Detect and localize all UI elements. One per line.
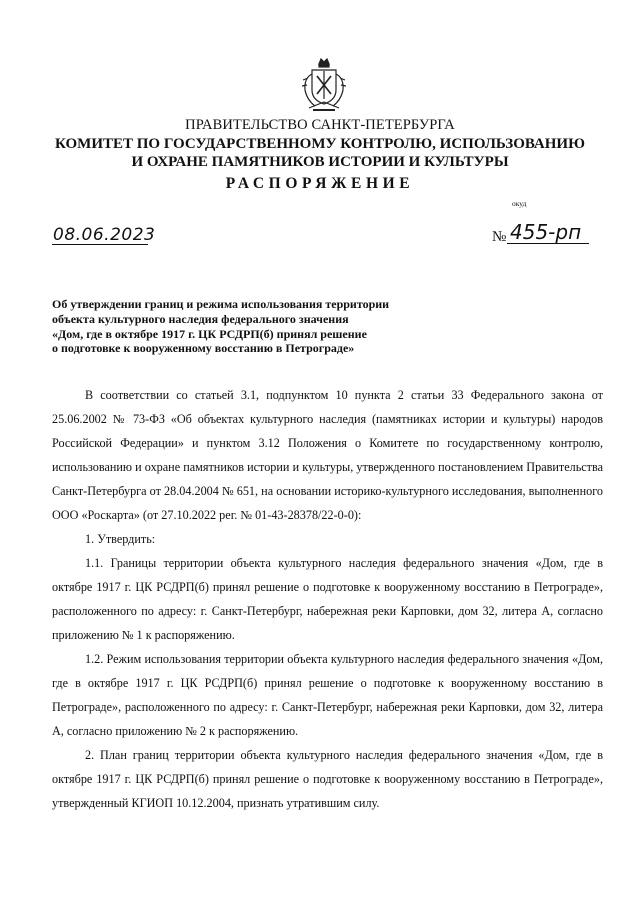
preamble-paragraph: В соответствии со статьей 3.1, подпунктом 10 пункта 2 статьи 33 Федерального закона от 25.06.2002 № 73-ФЗ «Об объектах культурного наследия (памятниках истории и культуры) народов Российской Федерации» и пунктом 3.12 Положения о Комитете по государственному контролю, использованию и охране памятников истории и культуры, утвержденного постановлением Правительства Санкт-Петербурга от 28.04.2004 № 651, на основании историко-культурного исследования, выполненного ООО «Роскарта» (от 27.10.2022 рег. № 01-43-28378/22-0-0): [52,388,603,522]
document-body [52,383,603,815]
date-underline [52,244,148,245]
okud-label: окуд [512,199,527,208]
item-2: 2. План границ территории объекта культурного наследия федерального значения «Дом, где в октябре 1917 г. ЦК РСДРП(б) принял решение о подготовке к вооруженному восстанию в Петрограде», утвержденный КГИОП 10.12.2004, признать утратившим силу. [52,748,603,810]
document-subject [52,297,472,356]
saint-petersburg-coat-of-arms-icon [299,56,349,114]
document-type-title: РАСПОРЯЖЕНИЕ [225,175,415,192]
subject-line: объекта культурного наследия федерального значения [52,311,349,326]
government-name: ПРАВИТЕЛЬСТВО САНКТ-ПЕТЕРБУРГА [185,117,455,133]
number-sign: № [492,229,507,245]
subject-line: о подготовке к вооруженному восстанию в Петрограде» [52,341,355,356]
item-1-1: 1.1. Границы территории объекта культурного наследия федерального значения «Дом, где в октябре 1917 г. ЦК РСДРП(б) принял решение о подготовке к вооруженному восстанию в Петрограде», расположенного по адресу: г. Санкт-Петербург, набережная реки Карповки, дом 32, литера А, согласно приложению № 1 к распоряжению. [52,556,603,642]
subject-line: Об утверждении границ и режима использования территории [52,297,390,311]
item-1: 1. Утвердить: [85,532,156,546]
document-number: 455-рп [510,220,582,244]
number-underline [507,243,589,244]
committee-name-line-2: И ОХРАНЕ ПАМЯТНИКОВ ИСТОРИИ И КУЛЬТУРЫ [131,154,509,170]
item-1-2: 1.2. Режим использования территории объекта культурного наследия федерального значения «Дом, где в октябре 1917 г. ЦК РСДРП(б) принял решение о подготовке к вооруженному восстанию в Петрограде», расположенного по адресу: г. Санкт-Петербург, набережная реки Карповки, дом 32, литера А, согласно приложению № 2 к распоряжению. [52,652,603,738]
document-date: 08.06.2023 [53,225,156,245]
subject-line: «Дом, где в октябре 1917 г. ЦК РСДРП(б) принял решение [52,326,367,341]
committee-name-line-1: КОМИТЕТ ПО ГОСУДАРСТВЕННОМУ КОНТРОЛЮ, ИСПОЛЬЗОВАНИЮ [55,136,585,152]
